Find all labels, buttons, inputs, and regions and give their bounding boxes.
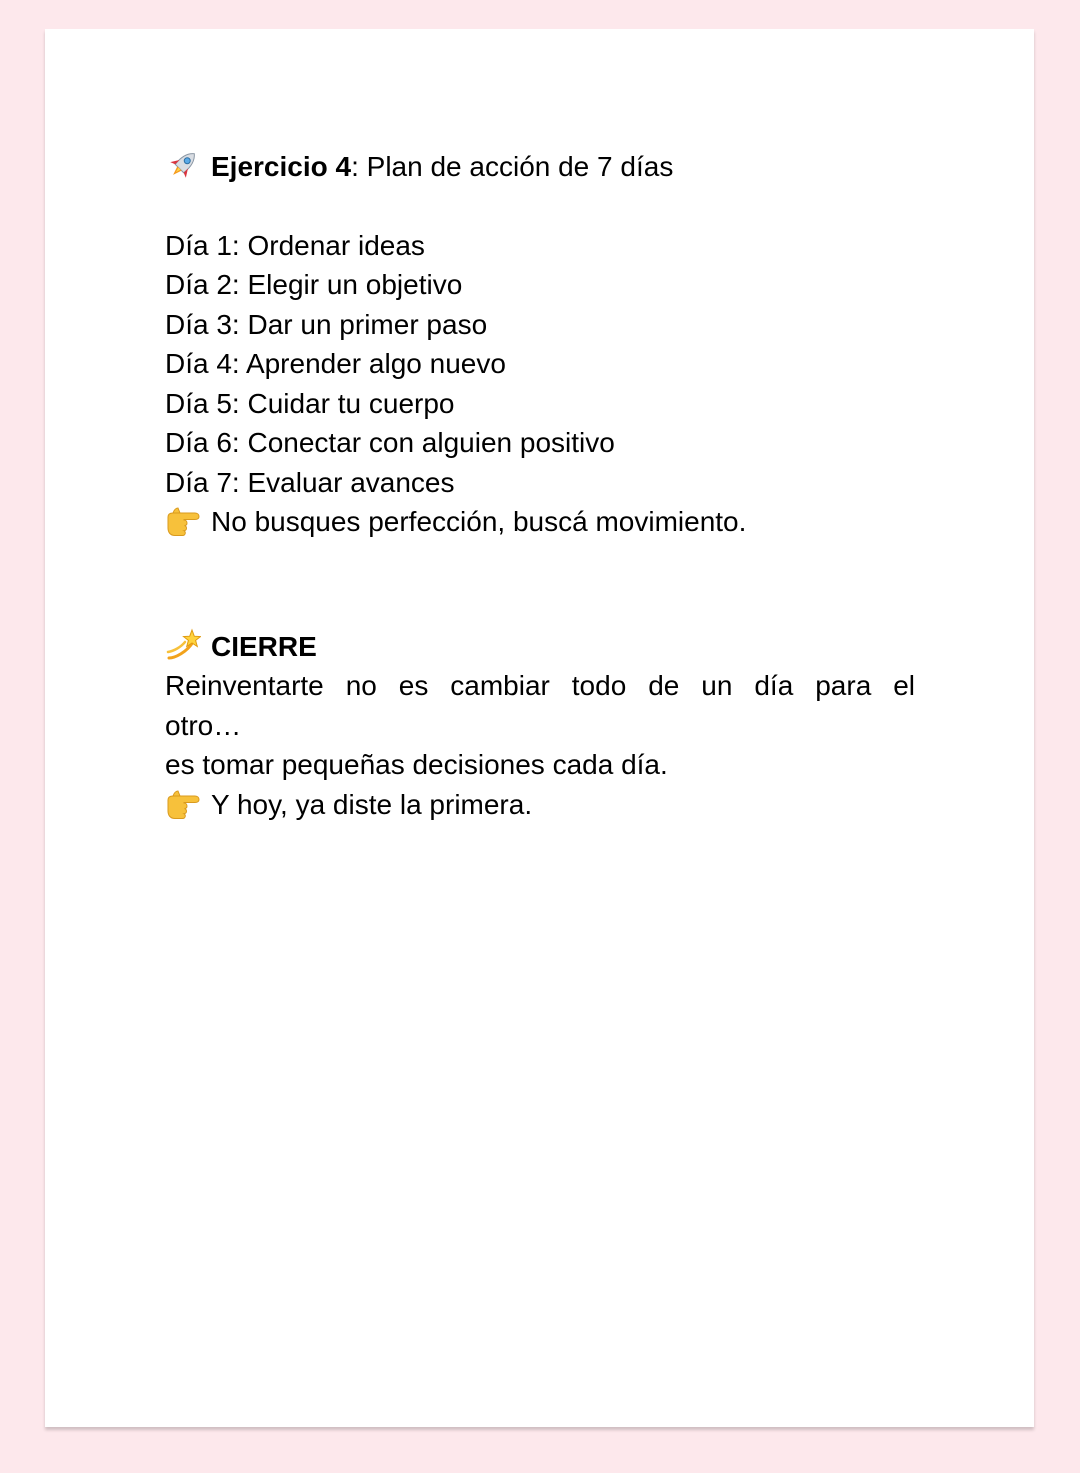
- pointing-hand-icon: [165, 786, 201, 820]
- document-content: [165, 147, 915, 824]
- tip-line: [165, 502, 915, 542]
- list-item: Día 1: Ordenar ideas: [165, 229, 425, 261]
- dizzy-star-icon: [165, 628, 201, 662]
- list-item: Día 4: Aprender algo nuevo: [165, 348, 506, 379]
- pointing-hand-icon: [165, 503, 201, 537]
- word: día: [754, 670, 794, 701]
- closing-line-2: otro…: [165, 709, 242, 741]
- word: todo: [571, 670, 627, 701]
- word: un: [701, 670, 733, 701]
- word: el: [893, 670, 915, 701]
- exercise-title-rest: : Plan de acción de 7 días: [351, 151, 674, 182]
- word: no: [345, 670, 377, 701]
- closing-title: CIERRE: [211, 630, 317, 662]
- list-item: Día 2: Elegir un objetivo: [165, 269, 463, 300]
- closing-line-1: [165, 666, 915, 706]
- word: de: [648, 670, 680, 701]
- word: para: [815, 670, 872, 701]
- final-line: [165, 785, 915, 825]
- list-item: Día 5: Cuidar tu cuerpo: [165, 387, 455, 419]
- closing-line-3: es tomar pequeñas decisiones cada día.: [165, 749, 668, 780]
- tip-text: No busques perfección, buscá movimiento.: [211, 506, 747, 537]
- exercise-heading: [165, 147, 915, 187]
- word: cambiar: [450, 670, 550, 701]
- list-item: Día 6: Conectar con alguien positivo: [165, 427, 615, 458]
- closing-heading: [165, 627, 915, 667]
- word: Reinventarte: [165, 670, 324, 701]
- list-item: Día 3: Dar un primer paso: [165, 308, 488, 340]
- word: es: [398, 670, 429, 701]
- final-text: Y hoy, ya diste la primera.: [211, 788, 533, 820]
- days-list: [165, 226, 915, 503]
- document-page: [45, 29, 1034, 1427]
- exercise-title-bold: Ejercicio 4: [211, 151, 352, 182]
- rocket-icon: [165, 148, 201, 182]
- list-item: Día 7: Evaluar avances: [165, 466, 455, 498]
